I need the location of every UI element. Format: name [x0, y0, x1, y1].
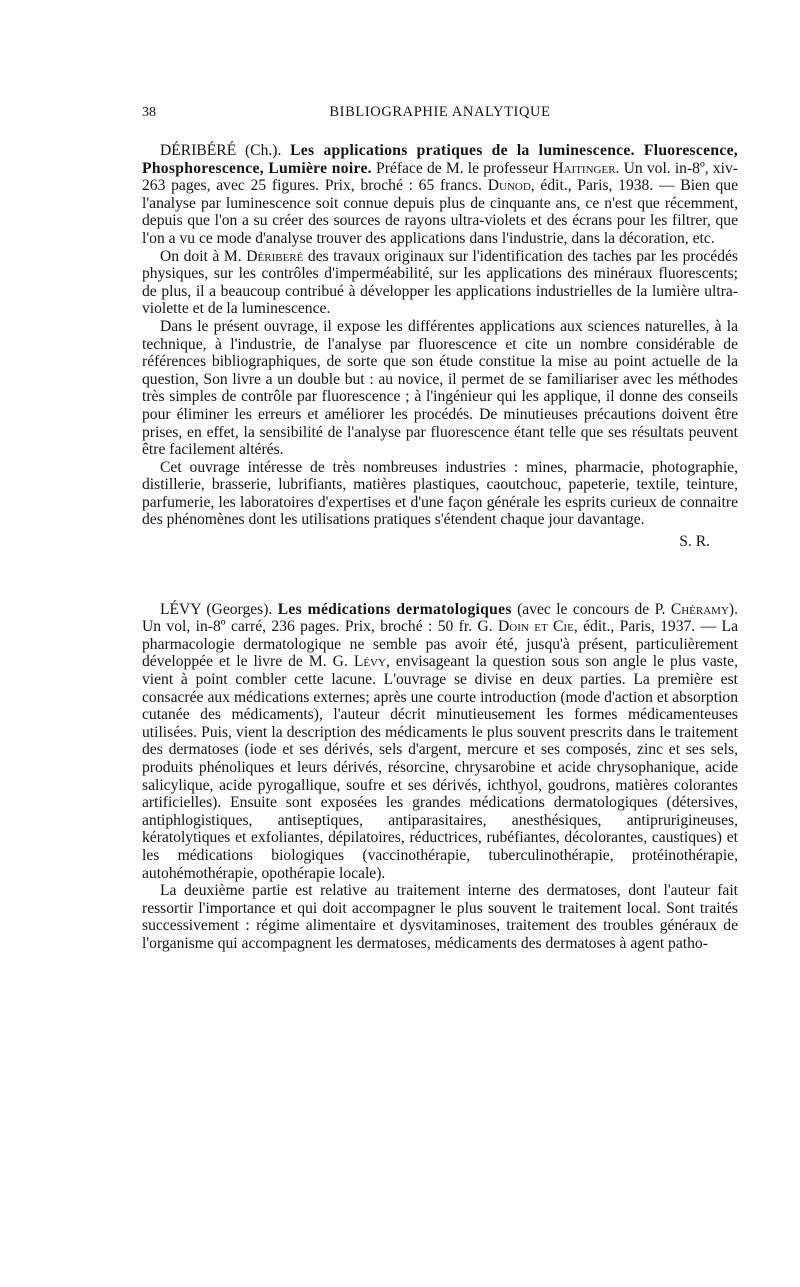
book-title: Les applications pratiques de la luminescence. Fluorescence, Phosphorescence, Lumière noire.: [142, 142, 738, 177]
person-name: Lévy: [353, 653, 386, 671]
review-signature: S. R.: [679, 533, 710, 551]
page-number: 38: [142, 105, 156, 120]
page-header: [142, 104, 738, 124]
review-deribere: [142, 142, 738, 551]
review-author: LÉVY (Georges).: [160, 600, 273, 618]
review-paragraph: La deuxième partie est relative au traitement interne des dermatoses, dont l'auteur fait ressortir l'importance et qui doit accompagner le plus souvent le traitement local. Sont traités successivement : régime alimentaire et dysvitaminoses, traitement des troubles généraux de l'organisme qui accompagnent les dermatoses, médicaments des dermatoses à agent patho-: [142, 882, 738, 952]
running-title: BIBLIOGRAPHIE ANALYTIQUE: [329, 104, 551, 120]
person-name: Dériberé: [246, 247, 304, 265]
review-paragraph: On doit à M. Dériberé des travaux originaux sur l'identification des taches par les procédés physiques, sur les contrôles d'imperméabilité, sur les applications des minéraux fluorescents; de plus, il a beaucoup contribué à développer les applications industrielles de la lumière ultra-violette et de la luminescence.: [142, 247, 738, 318]
review-author: DÉRIBÉRÉ (Ch.).: [160, 142, 282, 159]
publisher-name: G. Doin et Cie: [477, 618, 574, 636]
review-paragraph: LÉVY (Georges). Les médications dermatologiques (avec le concours de P. Chéramy). Un vol, in-8º carré, 236 pages. Prix, broché : 50 fr. G. Doin et Cie, édit., Paris, 1937. — La pharmacologie dermatologique ne semble pas avoir été, jusqu'à présent, particulièrement développée et le livre de M. G. Lévy, envisageant la question sous son angle le plus vaste, vient à point combler cette lacune. L'ouvrage se divise en deux parties. La première est consacrée aux médications externes; après une courte introduction (mode d'action et absorption cutanée des médicaments), l'auteur décrit minutieusement les formes médicamenteuses utilisées. Puis, vient la description des médicaments le plus souvent prescrits dans le traitement des dermatoses (iode et ses dérivés, sels d'argent, mercure et ses composés, zinc et ses sels, produits phénoliques et leurs dérivés, résorcine, chrysarobine et acide chrysophanique, acide salicylique, acide pyrogallique, soufre et ses dérivés, ichthyol, goudrons, matières colorantes artificielles). Ensuite sont exposées les grandes médications dermatologiques (détersives, antiphlogistiques, antiseptiques, antiparasitaires, anesthésiques, antiprurigineuses, kératolytiques et exfoliantes, dépilatoires, réductrices, rubéfiantes, décolorantes, caustiques) et les médications biologiques (vaccinothérapie, tuberculinothérapie, protéinothérapie, autohémothérapie, opothérapie locale).: [142, 600, 738, 882]
review-levy: [142, 601, 738, 953]
review-paragraph: DÉRIBÉRÉ (Ch.). Les applications pratiques de la luminescence. Fluorescence, Phosphorescence, Lumière noire. Préface de M. le professeur Haitinger. Un vol. in-8º, xiv-263 pages, avec 25 figures. Prix, broché : 65 francs. Dunod, édit., Paris, 1938. — Bien que l'analyse par luminescence soit connue depuis plus de cinquante ans, ce n'est que récemment, depuis que l'on a su créer des sources de rayons ultra-violets et des écrans pour les filtrer, que l'on a vu ce mode d'analyse trouver des applications dans l'industrie, dans la décoration, etc.: [142, 142, 738, 247]
person-name: Haitinger: [552, 159, 616, 177]
document-page: [142, 104, 738, 953]
person-name: Chéramy: [670, 600, 729, 618]
publisher-name: Dunod: [487, 177, 531, 195]
review-paragraph: Cet ouvrage intéresse de très nombreuses industries : mines, pharmacie, photographie, distillerie, brasserie, lubrifiants, matières plastiques, caoutchouc, papeterie, textile, teinture, parfumerie, les laboratoires d'expertises et d'une façon générale les esprits curieux de connaitre des phénomènes dont les utilisations pratiques s'étendent chaque jour davantage.: [142, 458, 738, 529]
review-paragraph: Dans le présent ouvrage, il expose les différentes applications aux sciences naturelles, à la technique, à l'industrie, de l'analyse par fluorescence et cite un nombre considérable de références bibliographiques, de sorte que son étude constitue la mise au point actuelle de la question, Son livre a un double but : au novice, il permet de se familiariser avec les méthodes très simples de contrôle par fluorescence ; à l'ingénieur qui les applique, il donne des conseils pour éliminer les erreurs et améliorer les procédés. De minutieuses précautions doivent être prises, en effet, la sensibilité de l'analyse par fluorescence étant telle que ses résultats peuvent être facilement altérés.: [142, 317, 738, 459]
book-title: Les médications dermatologiques: [277, 600, 512, 618]
